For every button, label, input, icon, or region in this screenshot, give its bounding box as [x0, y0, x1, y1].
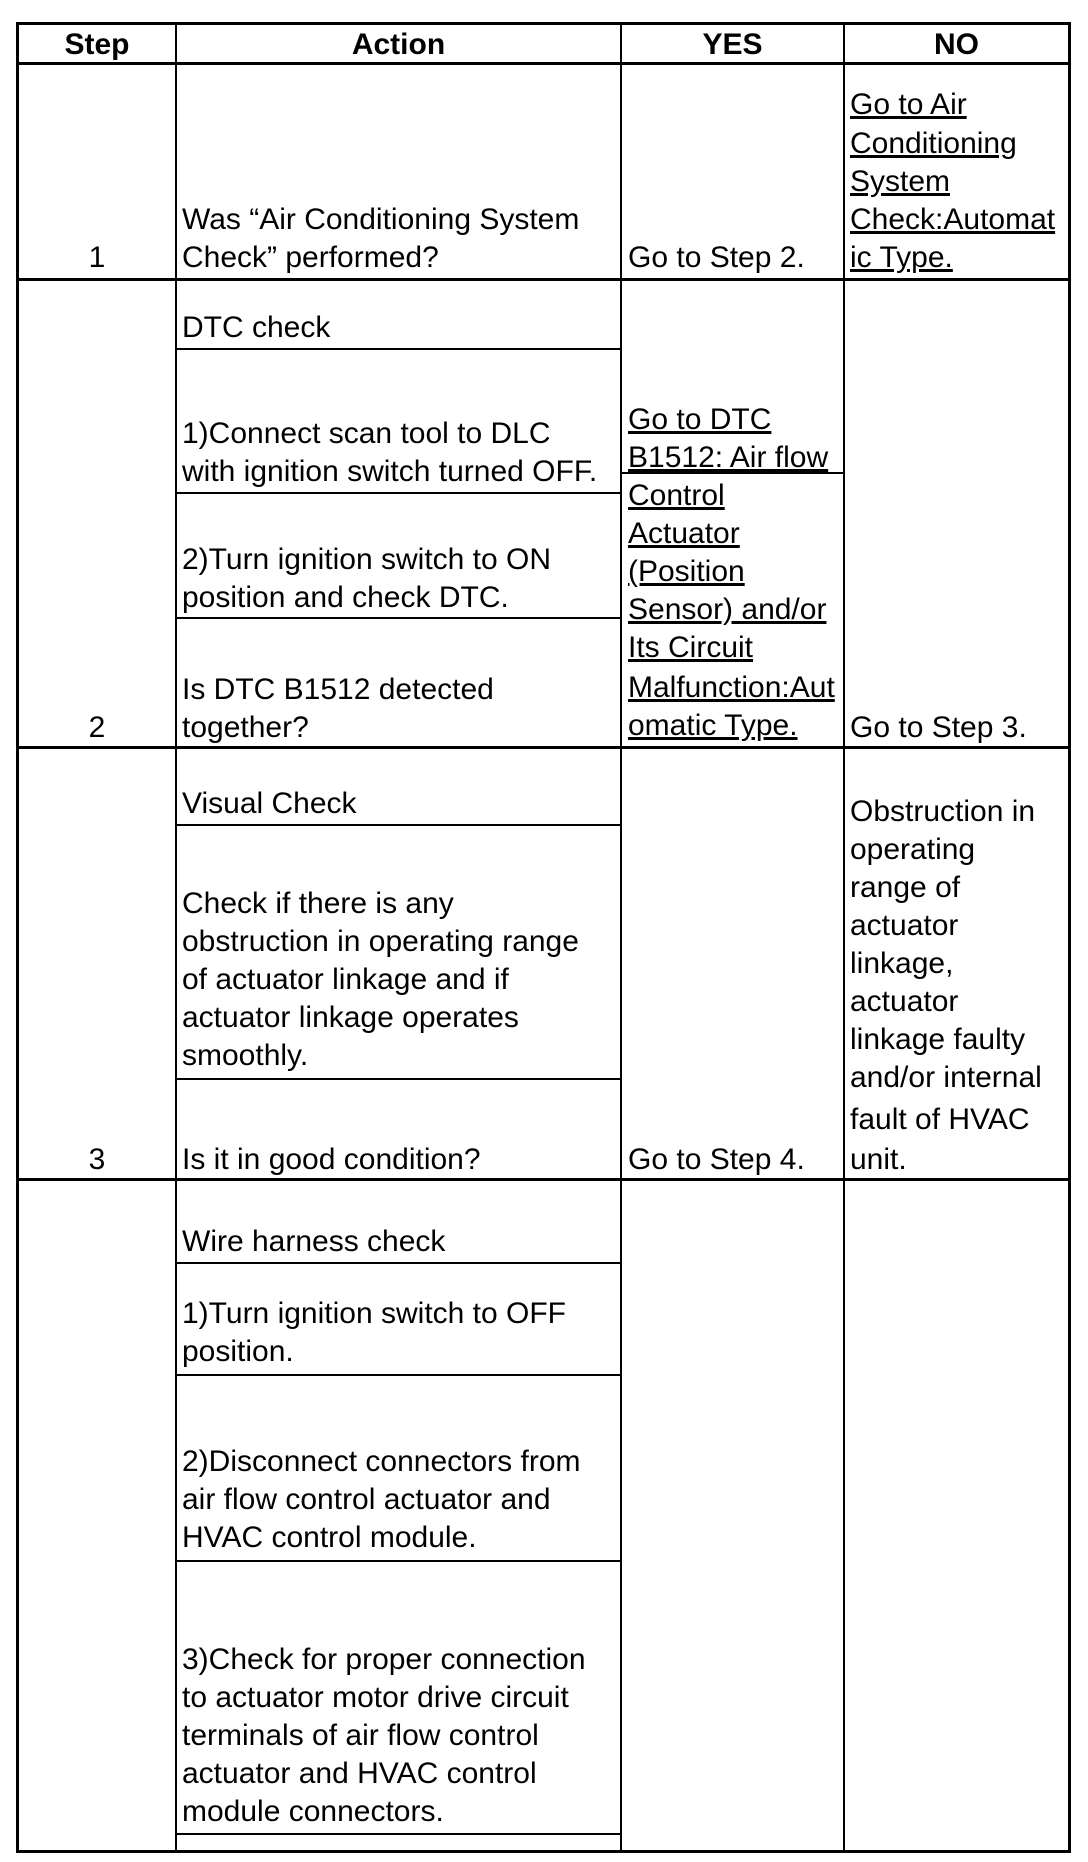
- action-substep: Check if there is any: [182, 887, 454, 920]
- action-substep: obstruction in operating range: [182, 925, 579, 958]
- no-link-line[interactable]: Check:Automat: [850, 203, 1056, 236]
- action-substep: 1)Connect scan tool to DLC: [182, 417, 551, 450]
- header-step: Step: [64, 28, 130, 61]
- no-text: unit.: [850, 1143, 907, 1176]
- table-border-bottom: [16, 1850, 1071, 1853]
- action-title: Wire harness check: [182, 1225, 446, 1258]
- table-border-right: [1068, 22, 1071, 1852]
- yes-link-dtc-b1512[interactable]: Go to DTC: [628, 403, 772, 436]
- action-subdivider: [176, 617, 622, 619]
- yes-link-line[interactable]: Actuator: [628, 517, 740, 550]
- action-subdivider: [176, 1560, 622, 1562]
- table-border-left: [16, 22, 19, 1852]
- no-text: operating: [850, 833, 976, 866]
- action-subdivider: [176, 824, 622, 826]
- header-yes: YES: [702, 28, 763, 61]
- yes-link-line[interactable]: (Position: [628, 555, 745, 588]
- action-title: DTC check: [182, 311, 331, 344]
- action-substep: HVAC control module.: [182, 1521, 477, 1554]
- action-substep: of actuator linkage and if: [182, 963, 509, 996]
- step-number: 2: [88, 711, 106, 744]
- no-link-line[interactable]: ic Type.: [850, 241, 953, 274]
- action-question: Is DTC B1512 detected: [182, 673, 494, 706]
- no-link-air-conditioning-system-check[interactable]: Go to Air: [850, 88, 967, 121]
- header-action: Action: [351, 28, 446, 61]
- action-substep: terminals of air flow control: [182, 1719, 539, 1752]
- action-substep: with ignition switch turned OFF.: [182, 455, 598, 488]
- action-subdivider: [176, 1833, 622, 1835]
- no-text: actuator: [850, 985, 959, 1018]
- no-text: linkage,: [850, 947, 954, 980]
- header-no: NO: [934, 28, 979, 61]
- column-divider-step-action: [175, 22, 177, 1852]
- action-substep: smoothly.: [182, 1039, 309, 1072]
- no-link-line[interactable]: System: [850, 165, 951, 198]
- action-substep: to actuator motor drive circuit: [182, 1681, 569, 1714]
- action-question: Is it in good condition?: [182, 1143, 481, 1176]
- yes-link-line[interactable]: Sensor) and/or: [628, 593, 827, 626]
- action-substep: 3)Check for proper connection: [182, 1643, 586, 1676]
- action-substep: 1)Turn ignition switch to OFF: [182, 1297, 567, 1330]
- yes-link-line[interactable]: B1512: Air flow: [628, 441, 829, 474]
- no-text: actuator: [850, 909, 959, 942]
- action-subdivider: [176, 1374, 622, 1376]
- yes-text: Go to Step 2.: [628, 241, 805, 274]
- action-substep: module connectors.: [182, 1795, 444, 1828]
- step-number: 3: [88, 1143, 106, 1176]
- action-text: Check” performed?: [182, 241, 439, 274]
- action-text: Was “Air Conditioning System: [182, 203, 580, 236]
- action-subdivider: [176, 348, 622, 350]
- no-text: range of: [850, 871, 961, 904]
- action-substep: air flow control actuator and: [182, 1483, 551, 1516]
- no-text: Obstruction in: [850, 795, 1036, 828]
- column-divider-action-yes: [620, 22, 622, 1852]
- action-subdivider: [176, 1262, 622, 1264]
- action-subdivider: [176, 1078, 622, 1080]
- no-text: Go to Step 3.: [850, 711, 1027, 744]
- no-text: and/or internal: [850, 1061, 1042, 1094]
- action-substep: 2)Turn ignition switch to ON: [182, 543, 552, 576]
- no-text: linkage faulty: [850, 1023, 1026, 1056]
- yes-link-line[interactable]: Malfunction:Aut: [628, 671, 835, 704]
- step-number: 1: [88, 241, 106, 274]
- yes-link-line[interactable]: Its Circuit: [628, 631, 754, 664]
- action-substep: position.: [182, 1335, 294, 1368]
- yes-link-line[interactable]: Control: [628, 479, 725, 512]
- action-question: together?: [182, 711, 309, 744]
- action-substep: 2)Disconnect connectors from: [182, 1445, 581, 1478]
- action-substep: position and check DTC.: [182, 581, 509, 614]
- yes-text: Go to Step 4.: [628, 1143, 805, 1176]
- yes-link-line[interactable]: omatic Type.: [628, 709, 798, 742]
- action-substep: actuator and HVAC control: [182, 1757, 537, 1790]
- action-subdivider: [176, 492, 622, 494]
- action-substep: actuator linkage operates: [182, 1001, 519, 1034]
- column-divider-yes-no: [843, 22, 845, 1852]
- row-divider-1: [16, 278, 1071, 281]
- no-text: fault of HVAC: [850, 1103, 1030, 1136]
- action-title: Visual Check: [182, 787, 357, 820]
- no-link-line[interactable]: Conditioning: [850, 127, 1017, 160]
